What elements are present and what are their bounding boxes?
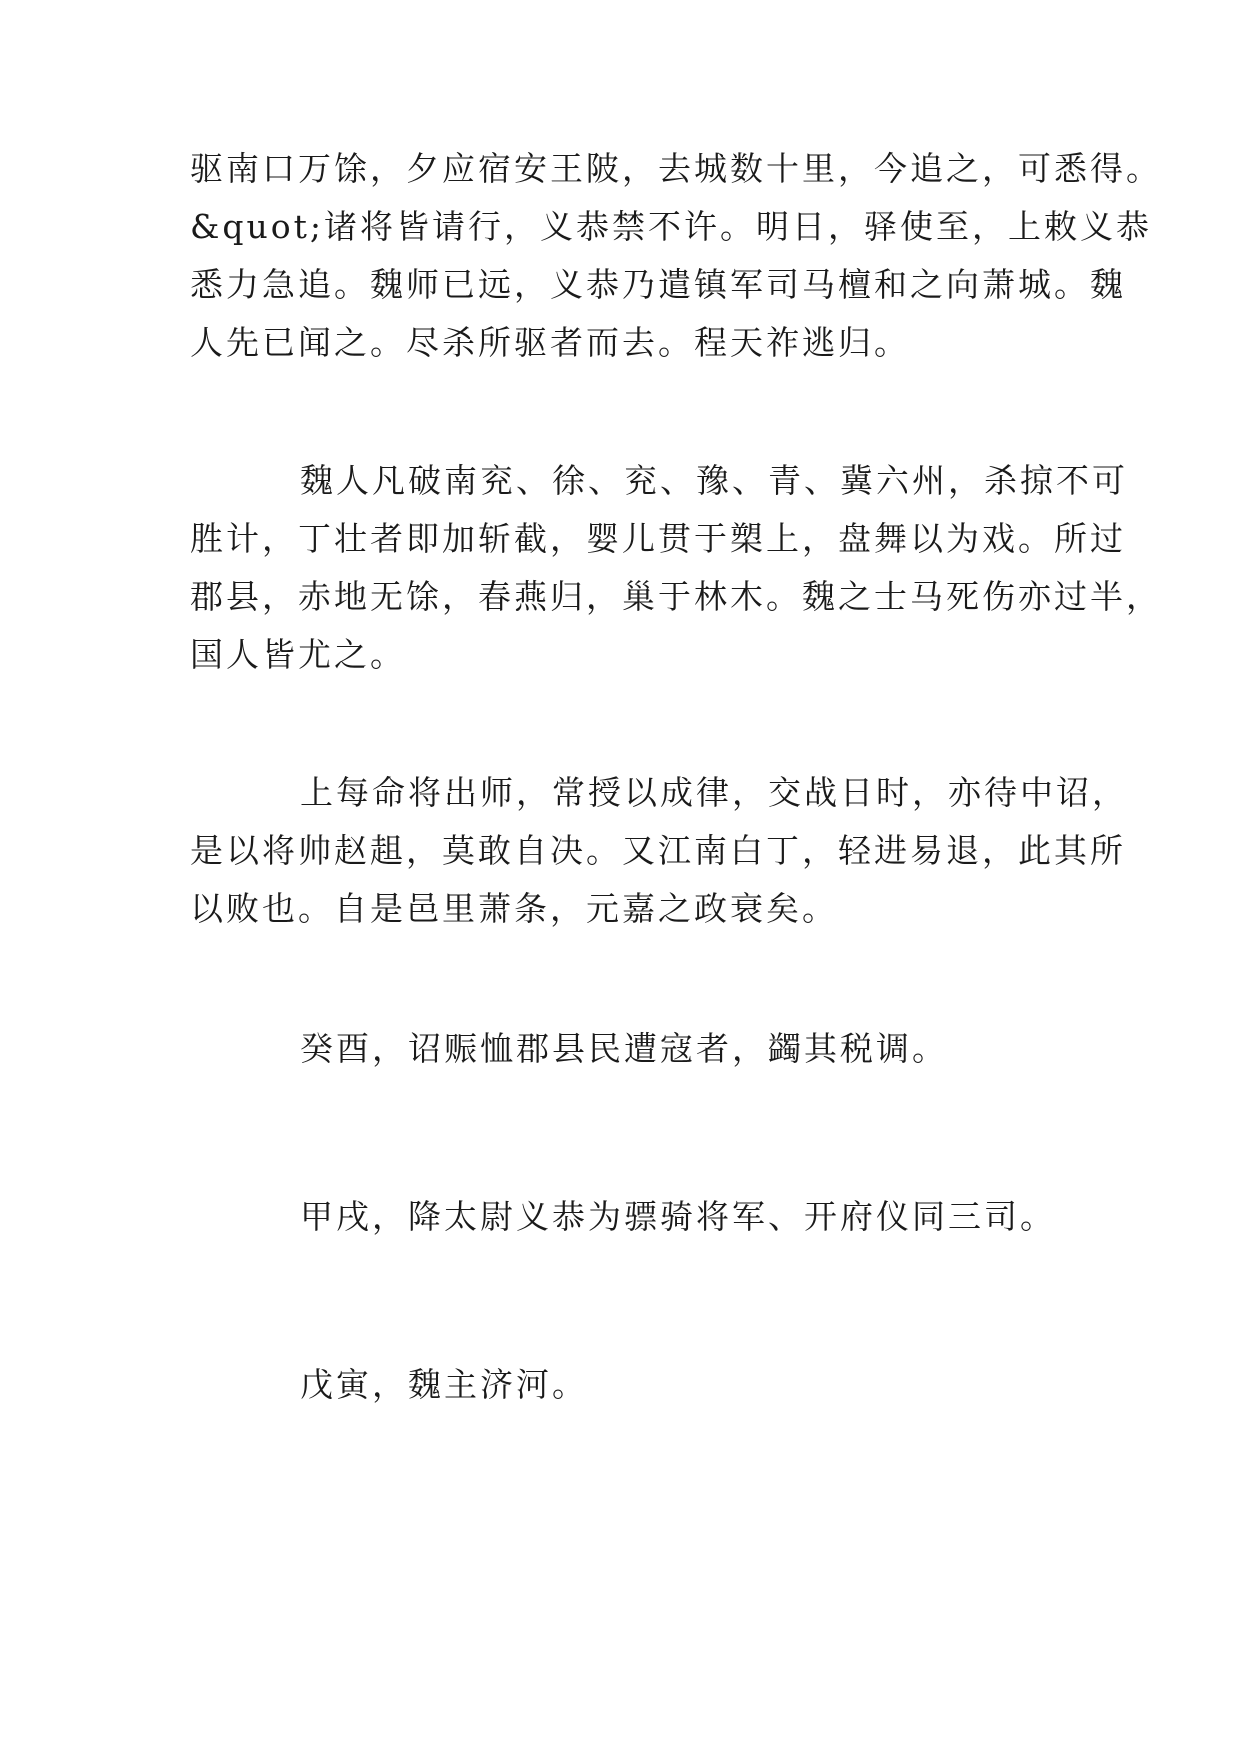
paragraph-line: 悉力急追。魏师已远，义恭乃遣镇军司马檀和之向萧城。魏 — [190, 265, 1126, 304]
paragraph-line: 国人皆尤之。 — [190, 635, 406, 674]
paragraph-line: 人先已闻之。尽杀所驱者而去。程天祚逃归。 — [190, 323, 910, 362]
paragraph-3 — [190, 764, 1128, 938]
paragraph-line: &quot;诸将皆请行，义恭禁不许。明日，驿使至，上敕义恭 — [190, 207, 1152, 246]
paragraph-line: 驱南口万馀，夕应宿安王陂，去城数十里，今追之，可悉得。 — [190, 149, 1162, 188]
paragraph-line: 郡县，赤地无馀，春燕归，巢于林木。魏之士马死伤亦过半， — [190, 577, 1162, 616]
paragraph-line: 胜计，丁壮者即加斩截，婴儿贯于槊上，盘舞以为戏。所过 — [190, 519, 1126, 558]
paragraph-line: 戊寅，魏主济河。 — [300, 1365, 588, 1404]
paragraph-line: 是以将帅赵趄，莫敢自决。又江南白丁，轻进易退，此其所 — [190, 831, 1126, 870]
paragraph-2 — [190, 452, 1162, 684]
paragraph-line: 以败也。自是邑里萧条，元嘉之政衰矣。 — [190, 889, 838, 928]
paragraph-5 — [190, 1188, 1060, 1246]
paragraph-1 — [190, 140, 1162, 372]
paragraph-line: 甲戌，降太尉义恭为骠骑将军、开府仪同三司。 — [300, 1197, 1056, 1236]
paragraph-4 — [190, 1020, 1060, 1078]
paragraph-6 — [190, 1356, 1060, 1414]
paragraph-line: 上每命将出师，常授以成律，交战日时，亦待中诏， — [300, 773, 1128, 812]
paragraph-line: 魏人凡破南兖、徐、兖、豫、青、冀六州，杀掠不可 — [300, 461, 1128, 500]
paragraph-line: 癸酉，诏赈恤郡县民遭寇者，蠲其税调。 — [300, 1029, 948, 1068]
